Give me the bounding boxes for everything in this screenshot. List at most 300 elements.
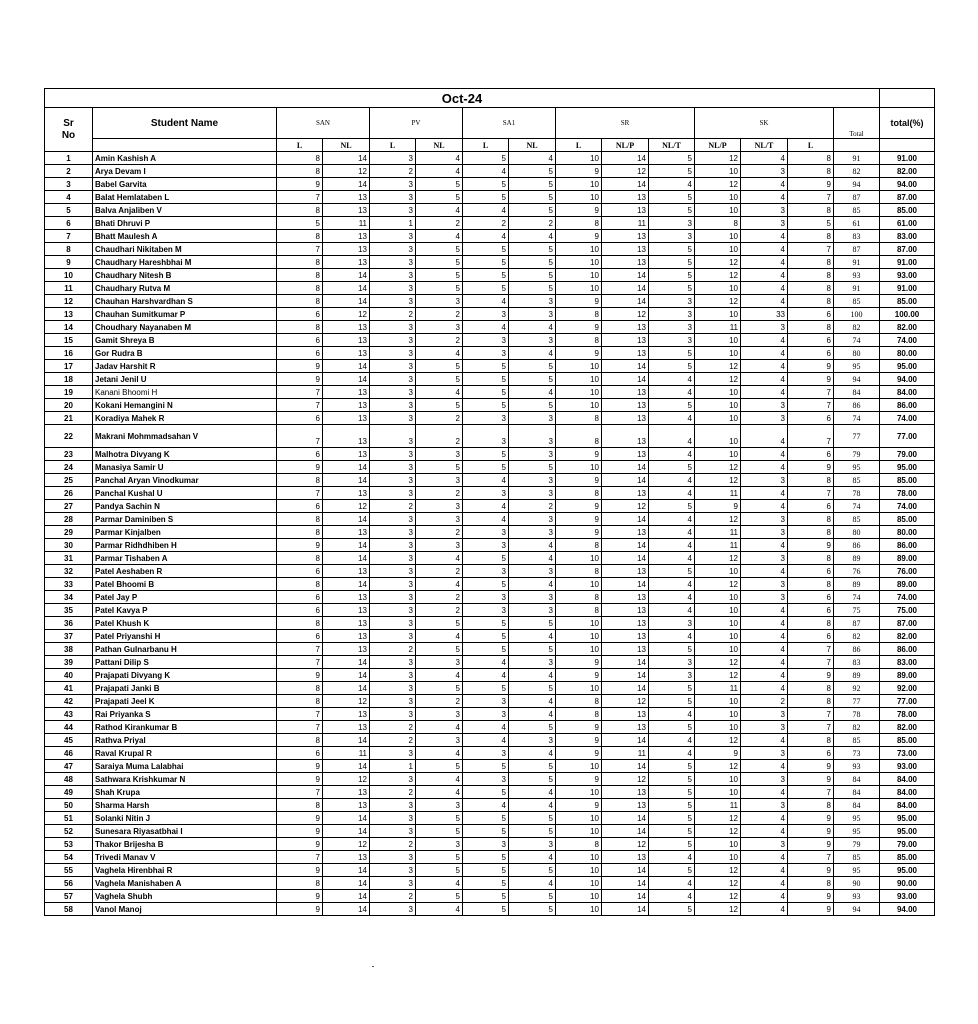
score-cell: 10	[556, 373, 602, 386]
student-name-cell: Trivedi Manav V	[93, 851, 277, 864]
score-cell: 4	[509, 708, 556, 721]
sr-header-line2: No	[61, 129, 76, 141]
score-cell: 7	[277, 487, 323, 500]
score-cell: 2	[370, 643, 416, 656]
score-cell: 14	[323, 864, 370, 877]
score-cell: 3	[370, 152, 416, 165]
score-cell: 12	[695, 178, 741, 191]
score-cell: 5	[509, 903, 556, 916]
score-cell: 4	[509, 552, 556, 565]
score-cell: 10	[695, 708, 741, 721]
score-cell: 5	[416, 269, 463, 282]
sheet-title: Oct-24	[45, 89, 880, 108]
score-cell: 2	[416, 412, 463, 425]
score-cell: 14	[323, 578, 370, 591]
score-cell: 4	[416, 204, 463, 217]
score-cell: 5	[649, 565, 695, 578]
score-cell: 10	[695, 773, 741, 786]
score-cell: 3	[463, 565, 509, 578]
score-cell: 14	[323, 474, 370, 487]
score-cell: 5	[463, 373, 509, 386]
sr-no-cell: 36	[45, 617, 93, 630]
subheader-sk-nlp: NL/P	[695, 139, 741, 152]
score-cell: 5	[416, 760, 463, 773]
score-cell: 8	[556, 425, 602, 448]
score-cell: 14	[602, 513, 649, 526]
score-cell: 8	[277, 877, 323, 890]
sr-no-header	[45, 108, 93, 152]
sr-no-cell: 41	[45, 682, 93, 695]
score-cell: 10	[695, 204, 741, 217]
table-row	[45, 643, 935, 656]
score-cell: 3	[649, 295, 695, 308]
score-cell: 3	[463, 604, 509, 617]
score-cell: 4	[649, 552, 695, 565]
score-cell: 6	[788, 347, 834, 360]
score-cell: 2	[509, 500, 556, 513]
table-row	[45, 526, 935, 539]
table-row	[45, 890, 935, 903]
total-pct-cell: 89.00	[880, 578, 935, 591]
total-pct-cell: 84.00	[880, 386, 935, 399]
student-name-text: Makrani Mohmmadsahan V	[95, 431, 199, 441]
score-cell: 3	[741, 526, 788, 539]
total-pct-cell: 73.00	[880, 747, 935, 760]
score-cell: 13	[602, 526, 649, 539]
score-cell: 3	[741, 412, 788, 425]
score-cell: 4	[463, 669, 509, 682]
score-cell: 3	[370, 178, 416, 191]
student-name-cell: Chauhan Harshvardhan S	[93, 295, 277, 308]
score-cell: 8	[788, 526, 834, 539]
score-cell: 9	[788, 864, 834, 877]
sr-no-cell: 6	[45, 217, 93, 230]
table-row	[45, 604, 935, 617]
score-cell: 4	[649, 425, 695, 448]
score-cell: 3	[649, 321, 695, 334]
score-cell: 3	[370, 399, 416, 412]
score-cell: 9	[788, 890, 834, 903]
score-cell: 14	[602, 734, 649, 747]
score-cell: 14	[602, 877, 649, 890]
score-cell: 5	[416, 282, 463, 295]
score-cell: 13	[323, 526, 370, 539]
score-cell: 14	[602, 474, 649, 487]
score-cell: 9	[556, 204, 602, 217]
table-row	[45, 760, 935, 773]
table-row	[45, 708, 935, 721]
sr-no-cell: 23	[45, 448, 93, 461]
score-cell: 13	[602, 191, 649, 204]
sr-no-cell: 45	[45, 734, 93, 747]
score-cell: 7	[277, 399, 323, 412]
sr-no-cell: 8	[45, 243, 93, 256]
table-row	[45, 682, 935, 695]
score-cell: 12	[695, 903, 741, 916]
score-cell: 7	[277, 243, 323, 256]
score-cell: 3	[370, 864, 416, 877]
score-cell: 8	[788, 204, 834, 217]
table-row	[45, 903, 935, 916]
score-cell: 4	[741, 565, 788, 578]
score-cell: 10	[695, 448, 741, 461]
score-cell: 5	[463, 360, 509, 373]
score-cell: 4	[509, 669, 556, 682]
score-cell: 8	[277, 295, 323, 308]
score-cell: 3	[463, 695, 509, 708]
total-pct-cell: 82.00	[880, 165, 935, 178]
score-cell: 9	[556, 165, 602, 178]
score-cell: 10	[556, 760, 602, 773]
score-cell: 4	[741, 656, 788, 669]
score-cell: 5	[649, 269, 695, 282]
score-cell: 4	[416, 773, 463, 786]
score-cell: 4	[741, 269, 788, 282]
score-cell: 14	[323, 656, 370, 669]
score-cell: 3	[741, 552, 788, 565]
score-cell: 8	[277, 204, 323, 217]
score-cell: 4	[741, 890, 788, 903]
score-cell: 5	[509, 773, 556, 786]
score-cell: 4	[416, 630, 463, 643]
score-cell: 4	[649, 448, 695, 461]
total-pct-cell: 75.00	[880, 604, 935, 617]
score-cell: 5	[649, 399, 695, 412]
score-cell: 3	[370, 526, 416, 539]
score-cell: 4	[741, 191, 788, 204]
student-name-cell: Babel Garvita	[93, 178, 277, 191]
score-cell: 5	[463, 877, 509, 890]
total-cell: 87	[834, 243, 880, 256]
score-cell: 13	[602, 334, 649, 347]
score-cell: 7	[277, 386, 323, 399]
subheader-san-l: L	[277, 139, 323, 152]
score-cell: 8	[556, 695, 602, 708]
score-cell: 3	[370, 295, 416, 308]
score-cell: 4	[649, 526, 695, 539]
score-cell: 5	[649, 838, 695, 851]
score-cell: 8	[277, 799, 323, 812]
score-cell: 13	[602, 851, 649, 864]
score-cell: 3	[370, 412, 416, 425]
score-cell: 3	[463, 308, 509, 321]
score-cell: 4	[741, 178, 788, 191]
score-cell: 4	[416, 165, 463, 178]
score-cell: 14	[602, 890, 649, 903]
score-cell: 4	[463, 295, 509, 308]
score-cell: 4	[741, 230, 788, 243]
total-pct-cell: 61.00	[880, 217, 935, 230]
score-cell: 3	[370, 851, 416, 864]
student-name-cell: Vaghela Manishaben A	[93, 877, 277, 890]
score-cell: 9	[695, 747, 741, 760]
score-cell: 5	[416, 373, 463, 386]
sr-no-cell: 42	[45, 695, 93, 708]
score-cell: 8	[277, 256, 323, 269]
total-pct-cell: 74.00	[880, 591, 935, 604]
student-name-cell: Vaghela Hirenbhai R	[93, 864, 277, 877]
score-cell: 3	[370, 877, 416, 890]
score-cell: 11	[602, 747, 649, 760]
score-cell: 10	[556, 152, 602, 165]
score-cell: 4	[741, 539, 788, 552]
score-cell: 4	[509, 747, 556, 760]
total-pct-cell: 74.00	[880, 412, 935, 425]
score-cell: 5	[649, 347, 695, 360]
score-cell: 13	[602, 591, 649, 604]
score-cell: 4	[741, 812, 788, 825]
score-cell: 4	[649, 386, 695, 399]
score-cell: 3	[741, 773, 788, 786]
total-pct-cell: 74.00	[880, 500, 935, 513]
score-cell: 13	[323, 230, 370, 243]
student-name-cell: Panchal Kushal U	[93, 487, 277, 500]
score-cell: 5	[509, 461, 556, 474]
score-cell: 3	[463, 347, 509, 360]
score-cell: 14	[602, 903, 649, 916]
sr-no-cell: 51	[45, 812, 93, 825]
score-cell: 5	[649, 204, 695, 217]
score-cell: 3	[416, 838, 463, 851]
score-cell: 5	[649, 695, 695, 708]
score-cell: 13	[602, 386, 649, 399]
total-cell: 78	[834, 708, 880, 721]
score-cell: 9	[556, 656, 602, 669]
score-cell: 3	[649, 230, 695, 243]
score-cell: 3	[463, 747, 509, 760]
score-cell: 7	[788, 656, 834, 669]
sr-no-cell: 49	[45, 786, 93, 799]
score-cell: 5	[509, 282, 556, 295]
score-cell: 3	[741, 838, 788, 851]
score-cell: 11	[695, 539, 741, 552]
score-cell: 9	[788, 539, 834, 552]
score-cell: 10	[695, 334, 741, 347]
score-cell: 3	[370, 630, 416, 643]
table-row	[45, 347, 935, 360]
score-cell: 9	[788, 669, 834, 682]
score-cell: 9	[277, 178, 323, 191]
table-row	[45, 734, 935, 747]
score-cell: 10	[556, 461, 602, 474]
score-cell: 12	[695, 360, 741, 373]
total-pct-cell: 82.00	[880, 630, 935, 643]
score-cell: 5	[509, 373, 556, 386]
score-cell: 5	[416, 178, 463, 191]
score-cell: 4	[649, 630, 695, 643]
score-cell: 10	[695, 308, 741, 321]
score-cell: 12	[695, 877, 741, 890]
score-cell: 14	[602, 461, 649, 474]
score-cell: 4	[509, 321, 556, 334]
score-cell: 5	[416, 682, 463, 695]
score-cell: 13	[323, 799, 370, 812]
score-cell: 13	[323, 643, 370, 656]
score-cell: 3	[370, 903, 416, 916]
score-cell: 14	[323, 903, 370, 916]
score-cell: 10	[695, 630, 741, 643]
total-cell: 85	[834, 734, 880, 747]
score-cell: 3	[463, 838, 509, 851]
score-cell: 10	[695, 230, 741, 243]
score-cell: 3	[509, 308, 556, 321]
total-cell: 79	[834, 448, 880, 461]
score-cell: 2	[741, 695, 788, 708]
sr-no-cell: 19	[45, 386, 93, 399]
score-cell: 5	[416, 191, 463, 204]
score-cell: 8	[788, 230, 834, 243]
score-cell: 8	[277, 578, 323, 591]
total-pct-cell: 93.00	[880, 269, 935, 282]
score-cell: 13	[602, 487, 649, 500]
score-cell: 2	[370, 500, 416, 513]
score-cell: 14	[602, 152, 649, 165]
student-name-cell: Bhatt Maulesh A	[93, 230, 277, 243]
total-cell: 74	[834, 500, 880, 513]
score-cell: 5	[649, 360, 695, 373]
score-cell: 5	[463, 461, 509, 474]
total-cell: 74	[834, 591, 880, 604]
score-cell: 4	[649, 474, 695, 487]
score-cell: 9	[277, 539, 323, 552]
score-cell: 8	[788, 682, 834, 695]
total-pct-cell: 89.00	[880, 552, 935, 565]
group-header-pv: PV	[370, 108, 463, 139]
score-cell: 4	[463, 321, 509, 334]
score-cell: 5	[463, 812, 509, 825]
pct-subheader-blank	[880, 139, 935, 152]
sr-no-cell: 26	[45, 487, 93, 500]
total-cell: 85	[834, 474, 880, 487]
score-cell: 4	[416, 152, 463, 165]
total-cell: 93	[834, 269, 880, 282]
total-pct-cell: 78.00	[880, 708, 935, 721]
score-cell: 14	[602, 656, 649, 669]
score-cell: 3	[370, 282, 416, 295]
student-name-cell: Rai Priyanka S	[93, 708, 277, 721]
score-cell: 12	[695, 269, 741, 282]
score-cell: 4	[649, 604, 695, 617]
score-cell: 14	[602, 760, 649, 773]
score-cell: 3	[370, 321, 416, 334]
table-row	[45, 448, 935, 461]
score-cell: 9	[556, 347, 602, 360]
score-cell: 6	[277, 500, 323, 513]
student-name-cell: Patel Jay P	[93, 591, 277, 604]
student-name-cell: Prajapati Divyang K	[93, 669, 277, 682]
score-cell: 13	[323, 487, 370, 500]
student-name-cell: Chauhan Sumitkumar P	[93, 308, 277, 321]
student-name-cell: Patel Kavya P	[93, 604, 277, 617]
score-cell: 5	[649, 903, 695, 916]
score-cell: 2	[416, 604, 463, 617]
score-cell: 3	[741, 578, 788, 591]
score-cell: 4	[741, 243, 788, 256]
score-cell: 13	[323, 191, 370, 204]
sr-no-cell: 22	[45, 425, 93, 448]
total-cell: 74	[834, 412, 880, 425]
table-row	[45, 256, 935, 269]
total-cell: 95	[834, 864, 880, 877]
score-cell: 3	[741, 747, 788, 760]
score-cell: 4	[463, 734, 509, 747]
score-cell: 8	[788, 513, 834, 526]
sr-no-cell: 27	[45, 500, 93, 513]
group-header-sa1: SA1	[463, 108, 556, 139]
total-pct-cell: 85.00	[880, 851, 935, 864]
score-cell: 14	[602, 282, 649, 295]
score-cell: 7	[788, 399, 834, 412]
score-cell: 3	[741, 591, 788, 604]
sr-no-cell: 13	[45, 308, 93, 321]
score-cell: 12	[695, 760, 741, 773]
score-cell: 5	[416, 461, 463, 474]
total-cell: 75	[834, 604, 880, 617]
score-cell: 8	[277, 682, 323, 695]
total-cell: 95	[834, 360, 880, 373]
score-cell: 4	[649, 178, 695, 191]
score-cell: 12	[602, 773, 649, 786]
total-pct-cell: 87.00	[880, 243, 935, 256]
score-cell: 3	[509, 734, 556, 747]
score-cell: 3	[741, 799, 788, 812]
table-row	[45, 578, 935, 591]
score-cell: 3	[649, 308, 695, 321]
score-cell: 8	[556, 565, 602, 578]
score-cell: 11	[323, 217, 370, 230]
total-pct-cell: 78.00	[880, 487, 935, 500]
student-name-cell: Balat Hemlataben L	[93, 191, 277, 204]
score-cell: 5	[463, 269, 509, 282]
score-cell: 14	[323, 760, 370, 773]
table-row	[45, 204, 935, 217]
score-cell: 10	[556, 877, 602, 890]
sr-no-cell: 16	[45, 347, 93, 360]
score-cell: 5	[649, 786, 695, 799]
score-cell: 8	[277, 474, 323, 487]
sr-no-cell: 11	[45, 282, 93, 295]
sr-no-cell: 33	[45, 578, 93, 591]
score-cell: 4	[741, 903, 788, 916]
score-cell: 13	[323, 617, 370, 630]
sr-no-cell: 29	[45, 526, 93, 539]
score-cell: 13	[323, 851, 370, 864]
score-cell: 5	[509, 864, 556, 877]
score-cell: 3	[741, 721, 788, 734]
score-cell: 3	[416, 321, 463, 334]
student-name-cell: Pattani Dilip S	[93, 656, 277, 669]
score-cell: 4	[649, 373, 695, 386]
student-name-cell: Rathva Priyal	[93, 734, 277, 747]
sr-no-cell: 15	[45, 334, 93, 347]
score-cell: 5	[416, 890, 463, 903]
sr-no-cell: 17	[45, 360, 93, 373]
table-row	[45, 474, 935, 487]
score-cell: 4	[649, 412, 695, 425]
total-pct-cell: 86.00	[880, 539, 935, 552]
score-cell: 5	[463, 864, 509, 877]
score-cell: 3	[370, 243, 416, 256]
score-cell: 6	[277, 747, 323, 760]
score-cell: 10	[695, 243, 741, 256]
score-cell: 9	[788, 760, 834, 773]
score-cell: 14	[323, 178, 370, 191]
score-cell: 9	[277, 903, 323, 916]
table-row	[45, 786, 935, 799]
score-cell: 13	[323, 386, 370, 399]
score-cell: 11	[695, 526, 741, 539]
score-cell: 12	[695, 256, 741, 269]
